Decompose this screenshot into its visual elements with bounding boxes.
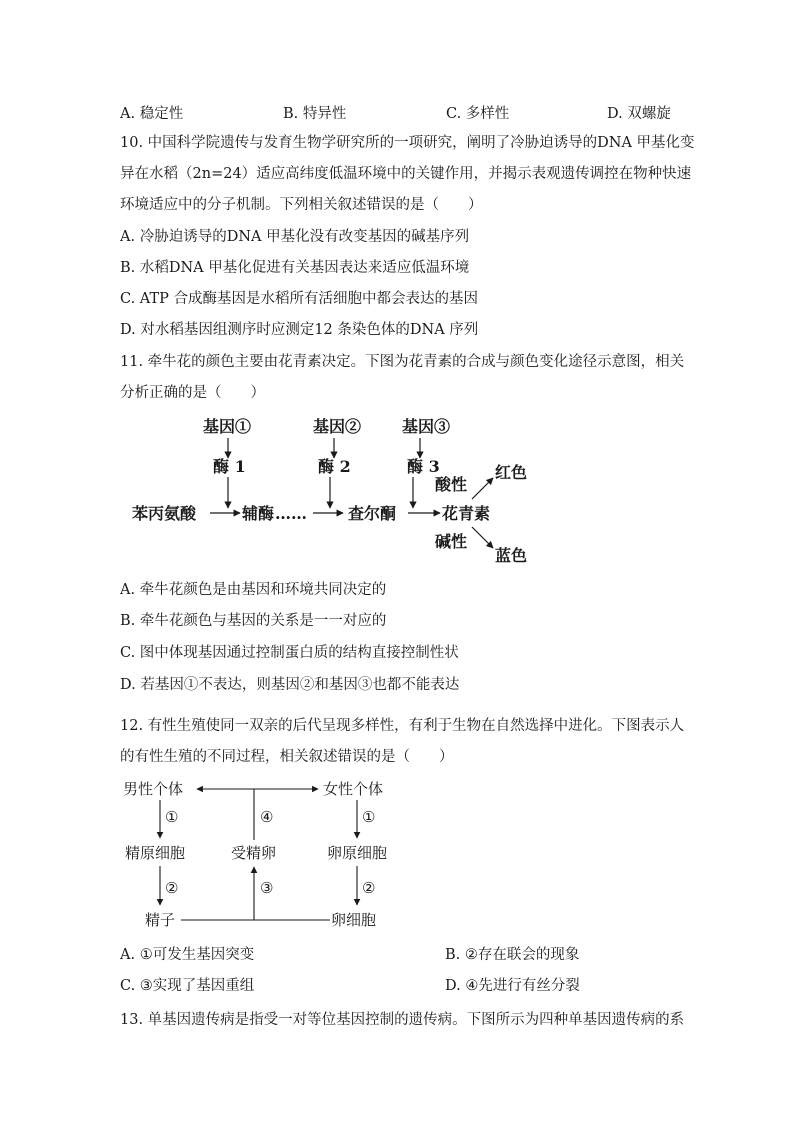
zygote-label: 受精卵 — [231, 844, 277, 862]
egg-label: 卵细胞 — [331, 911, 377, 929]
q12-stem-line-1: 12. 有性生殖使同一双亲的后代呈现多样性，有利于生物在自然选择中进化。下图表示人 — [120, 718, 685, 734]
q10-option-d[interactable]: D. 对水稻基因组测序时应测定12 条染色体的DNA 序列 — [120, 322, 479, 338]
q11-option-a[interactable]: A. 牵牛花颜色是由基因和环境共同决定的 — [120, 582, 387, 598]
q9-option-b[interactable]: B. 特异性 — [283, 106, 347, 122]
q10-stem-line-2: 异在水稻（2n=24）适应高纬度低温环境中的关键作用，并揭示表观遗传调控在物种快速 — [120, 166, 692, 182]
phenylalanine-label: 苯丙氨酸 — [132, 504, 197, 523]
blue-label: 蓝色 — [495, 546, 528, 565]
q10-stem-line-1: 10. 中国科学院遗传与发育生物学研究所的一项研究，阐明了冷胁迫诱导的DNA 甲基化变 — [120, 135, 695, 151]
dots-label: …… — [275, 504, 307, 523]
enzyme1-label: 酶 1 — [213, 457, 246, 476]
q10-option-a[interactable]: A. 冷胁迫诱导的DNA 甲基化没有改变基因的碱基序列 — [120, 229, 470, 245]
q9-option-d[interactable]: D. 双螺旋 — [607, 106, 671, 122]
q13-stem-line-1: 13. 单基因遗传病是指受一对等位基因控制的遗传病。下图所示为四种单基因遗传病的系 — [120, 1012, 685, 1028]
q11-stem-line-2: 分析正确的是（ ） — [120, 385, 265, 401]
step4-label: ④ — [260, 808, 274, 826]
enzyme2-label: 酶 2 — [318, 457, 351, 476]
basic-label: 碱性 — [435, 532, 468, 551]
q12-option-c[interactable]: C. ③实现了基因重组 — [120, 978, 255, 994]
chalcone-label: 查尔酮 — [348, 504, 397, 523]
step2-male-label: ② — [165, 879, 179, 897]
q9-option-c[interactable]: C. 多样性 — [446, 106, 510, 122]
step1-female-label: ① — [362, 808, 376, 826]
q11-option-d[interactable]: D. 若基因①不表达，则基因②和基因③也都不能表达 — [120, 677, 460, 693]
sperm-label: 精子 — [145, 911, 176, 929]
q12-option-b[interactable]: B. ②存在联会的现象 — [445, 947, 580, 963]
step2-female-label: ② — [362, 879, 376, 897]
male-label: 男性个体 — [123, 780, 184, 798]
q10-option-b[interactable]: B. 水稻DNA 甲基化促进有关基因表达来适应低温环境 — [120, 260, 470, 276]
spermatogonium-label: 精原细胞 — [125, 844, 186, 862]
gene1-label: 基因① — [203, 417, 252, 436]
q9-option-a[interactable]: A. 稳定性 — [120, 106, 184, 122]
q12-stem-line-2: 的有性生殖的不同过程，相关叙述错误的是（ ） — [120, 749, 454, 765]
step3-label: ③ — [260, 879, 274, 897]
q11-option-b[interactable]: B. 牵牛花颜色与基因的关系是一一对应的 — [120, 613, 387, 629]
gene2-label: 基因② — [313, 417, 362, 436]
gene3-label: 基因③ — [402, 417, 451, 436]
q10-stem-line-3: 环境适应中的分子机制。下列相关叙述错误的是（ ） — [120, 197, 483, 213]
acidic-label: 酸性 — [435, 475, 468, 494]
female-label: 女性个体 — [323, 780, 384, 798]
anthocyanin-label: 花青素 — [442, 504, 491, 523]
step1-male-label: ① — [165, 808, 179, 826]
q12-option-d[interactable]: D. ④先进行有丝分裂 — [445, 978, 580, 994]
oogonium-label: 卵原细胞 — [327, 844, 388, 862]
q12-option-a[interactable]: A. ①可发生基因突变 — [120, 947, 255, 963]
q11-option-c[interactable]: C. 图中体现基因通过控制蛋白质的结构直接控制性状 — [120, 645, 459, 661]
coenzyme-label: 辅酶 — [242, 504, 275, 523]
q11-stem-line-1: 11. 牵牛花的颜色主要由花青素决定。下图为花青素的合成与颜色变化途径示意图，相关 — [120, 354, 685, 370]
enzyme3-label: 酶 3 — [407, 457, 440, 476]
q10-option-c[interactable]: C. ATP 合成酶基因是水稻所有活细胞中都会表达的基因 — [120, 291, 479, 307]
red-label: 红色 — [495, 463, 528, 482]
